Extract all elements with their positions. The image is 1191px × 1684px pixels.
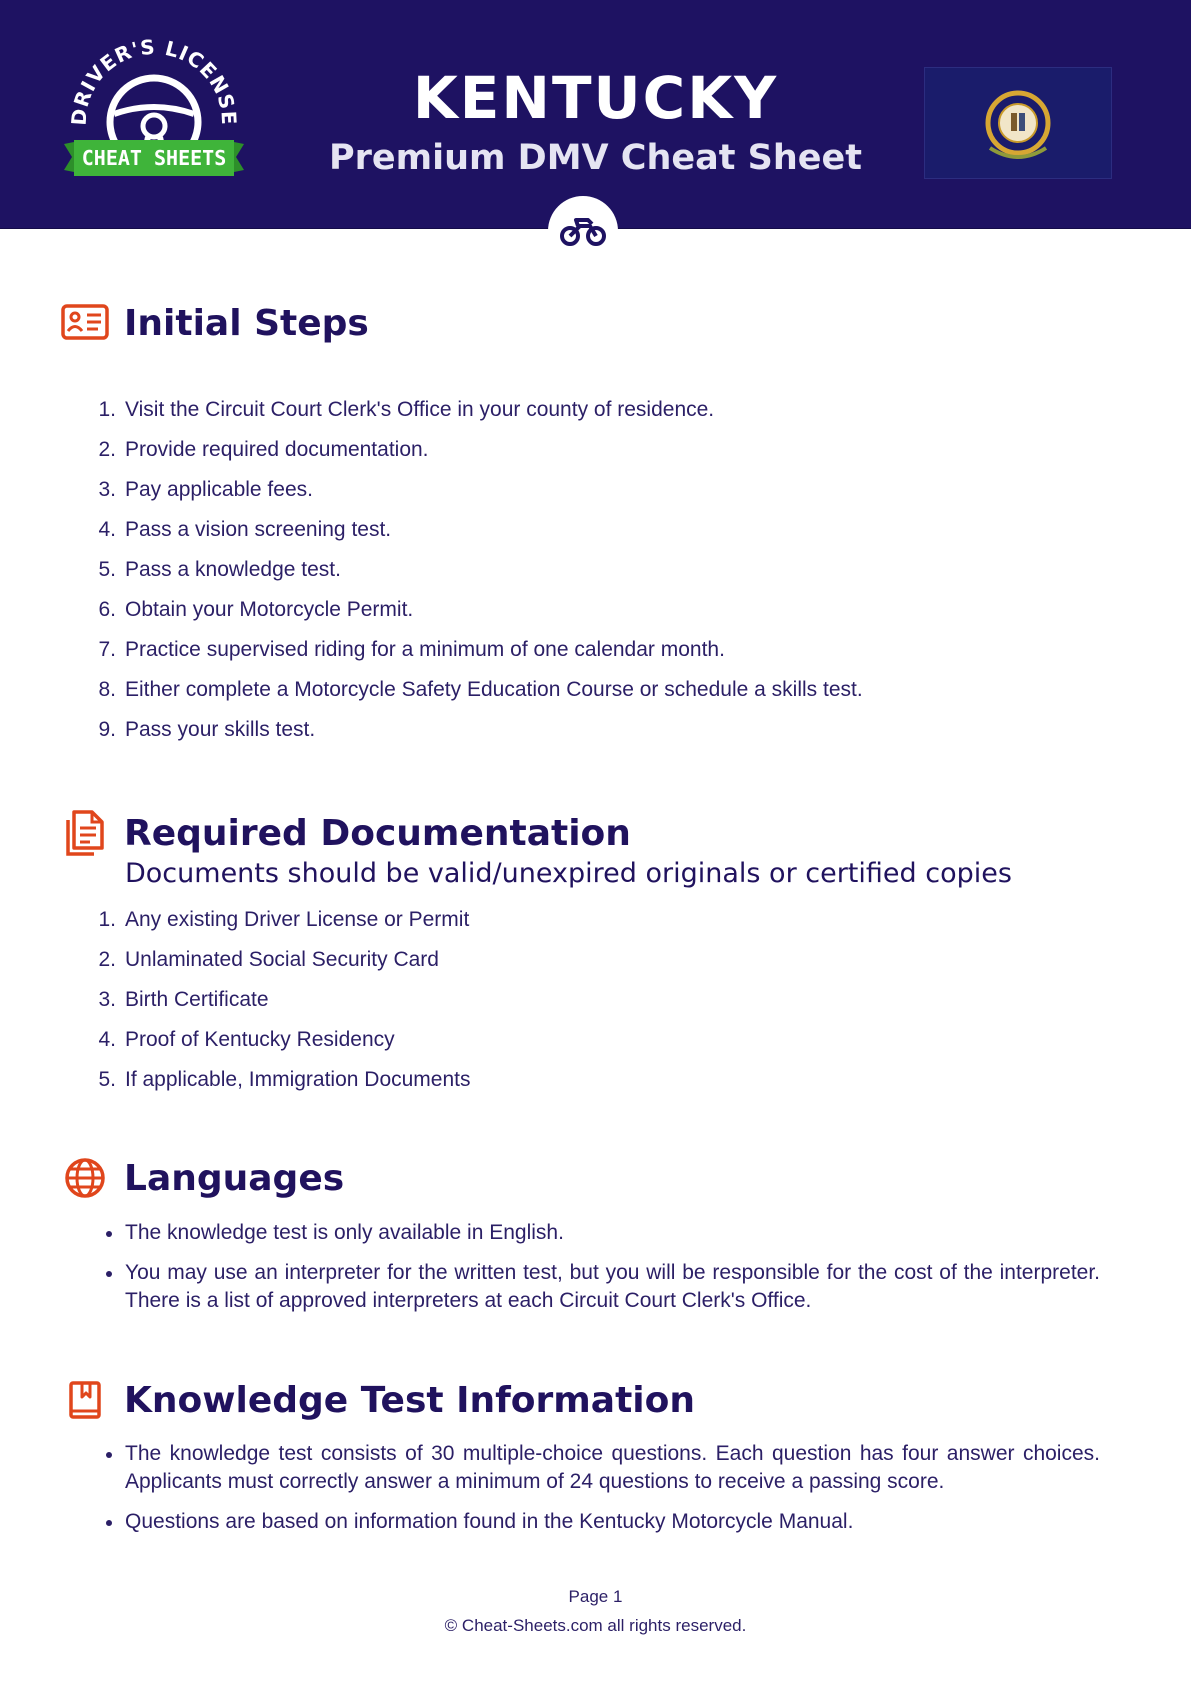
list-item: The knowledge test is only available in English. [0,1219,1100,1247]
documentation-note: Documents should be valid/unexpired originals or certified copies [125,858,1012,889]
list-item: 1. Visit the Circuit Court Clerk's Office in your county of residence. [98,398,715,421]
logo-arc-text: DRIVER'S LICENSE [66,34,242,127]
knowledge-test-list [0,1440,1100,1548]
section-title: Languages [124,1157,345,1199]
list-item: The knowledge test consists of 30 multiple-choice questions. Each question has four answer choices. Applicants must correctly answer a minimum of 24 questions to receive a passing score. [0,1440,1100,1496]
list-item: Questions are based on information found in the Kentucky Motorcycle Manual. [0,1508,1100,1536]
page-number: Page 1 [568,1587,623,1606]
languages-list [0,1219,1100,1327]
list-item: 1. Any existing Driver License or Permit [98,908,470,931]
kentucky-flag-icon [925,68,1111,178]
section-initial-steps [60,298,369,348]
copyright-text: © Cheat-Sheets.com all rights reserved. [444,1616,747,1635]
motorcycle-icon [548,196,618,266]
list-item: 4. Proof of Kentucky Residency [98,1028,395,1051]
list-item: 4. Pass a vision screening test. [98,518,392,541]
list-item: 3. Pay applicable fees. [98,478,313,501]
page-title: KENTUCKY [412,64,779,132]
list-item: You may use an interpreter for the written test, but you will be responsible for the cost of the interpreter. There is a list of approved interpreters at each Circuit Court Clerk's Office. [0,1259,1100,1315]
page-header [0,0,1191,229]
list-item: 3. Birth Certificate [98,988,269,1011]
section-required-documentation [60,808,631,858]
book-icon [60,1375,110,1425]
logo-banner-text: CHEAT SHEETS [81,146,227,170]
page-subtitle: Premium DMV Cheat Sheet [328,138,863,178]
list-item: 6. Obtain your Motorcycle Permit. [98,598,414,621]
globe-icon [60,1153,110,1203]
list-item: 5. Pass a knowledge test. [98,558,341,581]
section-knowledge-test [60,1375,695,1425]
list-item: 5. If applicable, Immigration Documents [98,1068,471,1091]
id-card-icon [60,298,110,348]
list-item: 8. Either complete a Motorcycle Safety Education Course or schedule a skills test. [98,678,863,701]
list-item: 9. Pass your skills test. [98,718,316,741]
list-item: 2. Unlaminated Social Security Card [98,948,439,971]
initial-steps-list [0,390,863,750]
list-item: 7. Practice supervised riding for a minimum of one calendar month. [98,638,725,661]
section-title: Initial Steps [124,302,369,344]
section-title: Required Documentation [124,812,631,854]
documents-icon [60,808,110,858]
required-documents-list [0,900,471,1100]
section-languages [60,1153,344,1203]
list-item: 2. Provide required documentation. [98,438,429,461]
section-title: Knowledge Test Information [124,1379,696,1421]
